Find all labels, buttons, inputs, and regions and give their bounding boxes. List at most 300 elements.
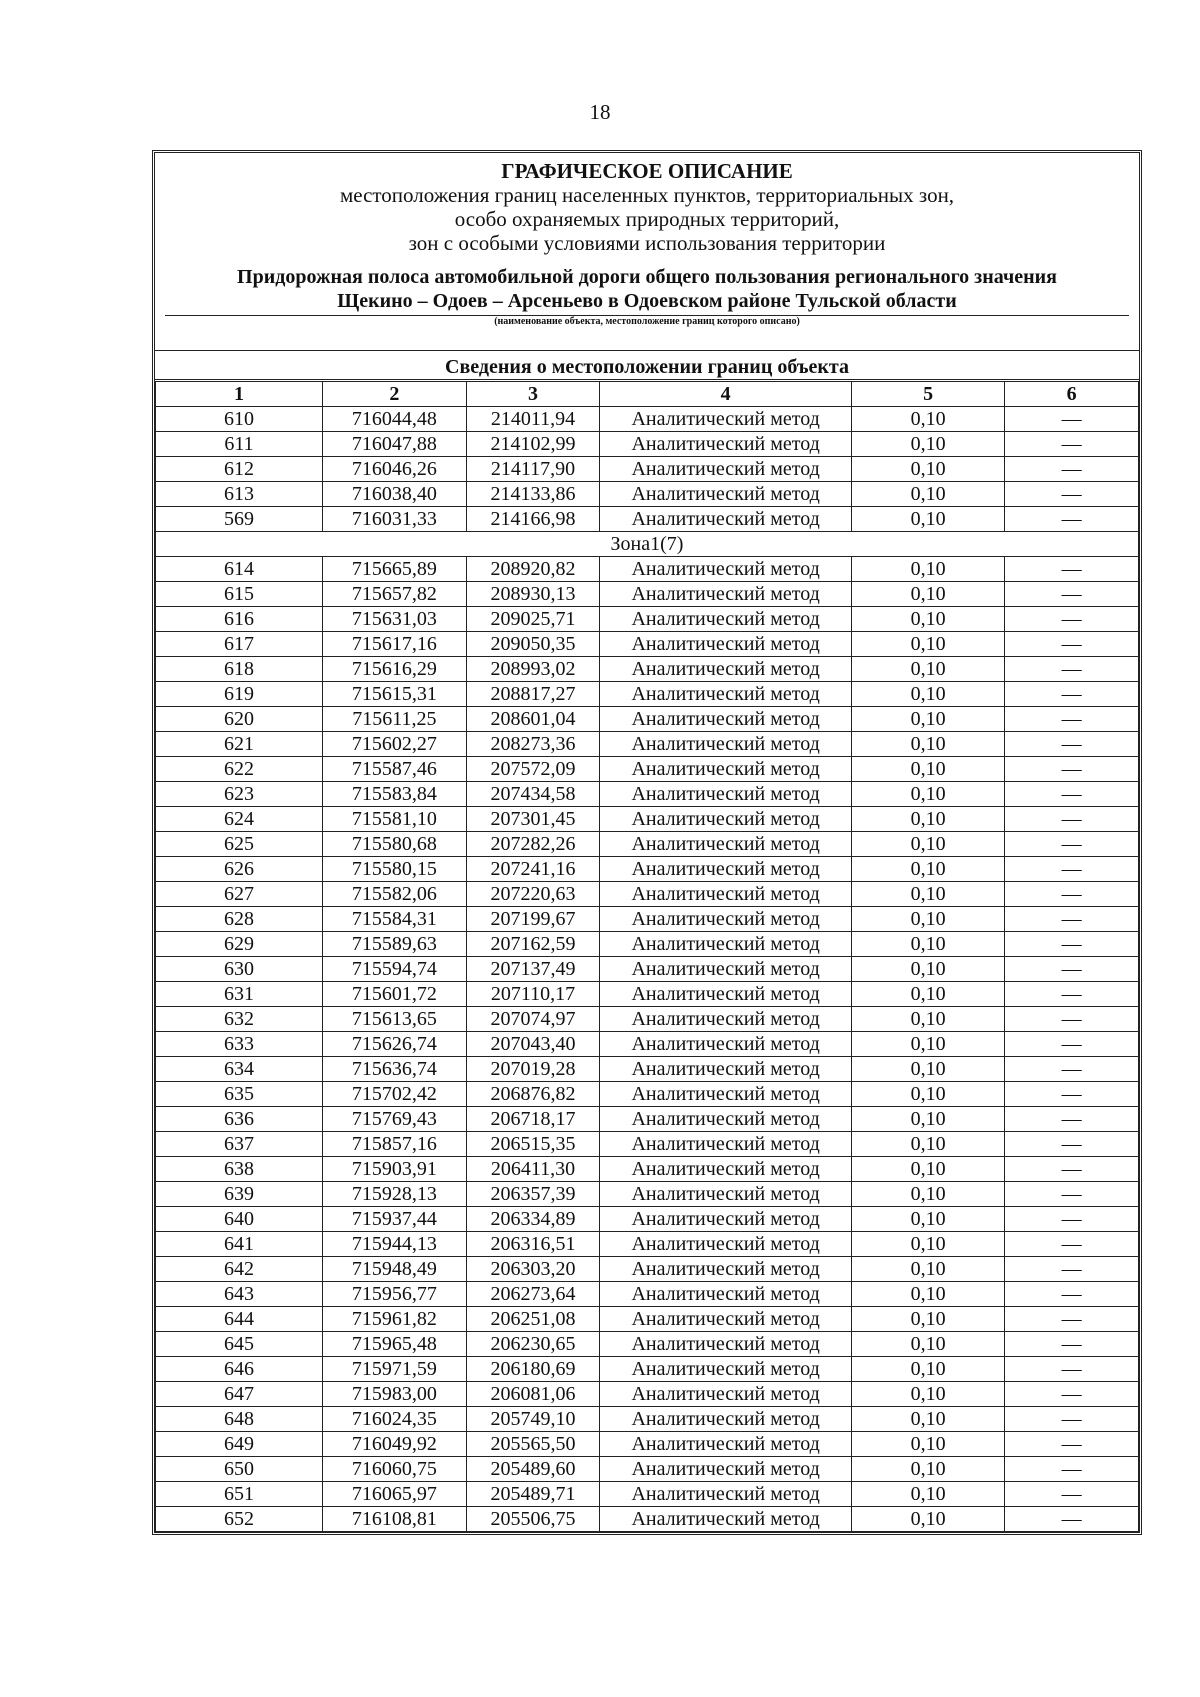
table-cell-col-6: — [1005, 757, 1139, 782]
table-row [156, 1132, 1139, 1157]
table-cell-col-6: — [1005, 1007, 1139, 1032]
table-cell-col-3: 206515,35 [466, 1132, 600, 1157]
table-cell-col-3: 208920,82 [466, 557, 600, 582]
table-cell-col-4: Аналитический метод [600, 707, 852, 732]
table-row [156, 682, 1139, 707]
table-cell-col-4: Аналитический метод [600, 1057, 852, 1082]
table-row [156, 1507, 1139, 1532]
table-cell-col-2: 715636,74 [323, 1057, 467, 1082]
table-cell-col-1: 611 [156, 432, 323, 457]
table-row [156, 982, 1139, 1007]
table-row [156, 832, 1139, 857]
table-cell-col-4: Аналитический метод [600, 1107, 852, 1132]
table-cell-col-2: 715613,65 [323, 1007, 467, 1032]
table-row [156, 1007, 1139, 1032]
table-cell-col-3: 214166,98 [466, 507, 600, 532]
table-cell-col-5: 0,10 [851, 957, 1004, 982]
table-cell-col-2: 715601,72 [323, 982, 467, 1007]
table-cell-col-6: — [1005, 882, 1139, 907]
table-row [156, 607, 1139, 632]
table-row [156, 957, 1139, 982]
table-cell-col-5: 0,10 [851, 707, 1004, 732]
table-row [156, 1207, 1139, 1232]
table-cell-col-5: 0,10 [851, 1082, 1004, 1107]
table-cell-col-6: — [1005, 1157, 1139, 1182]
table-cell-col-1: 569 [156, 507, 323, 532]
table-cell-col-3: 206303,20 [466, 1257, 600, 1282]
table-cell-col-1: 626 [156, 857, 323, 882]
table-cell-col-3: 206718,17 [466, 1107, 600, 1132]
table-row [156, 1032, 1139, 1057]
table-cell-col-4: Аналитический метод [600, 1307, 852, 1332]
table-cell-col-4: Аналитический метод [600, 757, 852, 782]
table-cell-col-5: 0,10 [851, 1332, 1004, 1357]
table-cell-col-3: 206876,82 [466, 1082, 600, 1107]
table-cell-col-4: Аналитический метод [600, 1132, 852, 1157]
table-cell-col-1: 651 [156, 1482, 323, 1507]
table-cell-col-5: 0,10 [851, 1357, 1004, 1382]
table-cell-col-3: 206316,51 [466, 1232, 600, 1257]
table-cell-col-3: 207301,45 [466, 807, 600, 832]
table-cell-col-3: 206334,89 [466, 1207, 600, 1232]
table-cell-col-1: 633 [156, 1032, 323, 1057]
table-cell-col-5: 0,10 [851, 557, 1004, 582]
table-cell-col-4: Аналитический метод [600, 607, 852, 632]
table-cell-col-4: Аналитический метод [600, 557, 852, 582]
table-row [156, 457, 1139, 482]
table-cell-col-6: — [1005, 932, 1139, 957]
table-cell-col-1: 639 [156, 1182, 323, 1207]
table-cell-col-6: — [1005, 982, 1139, 1007]
table-body-zone [156, 557, 1139, 1532]
table-cell-col-4: Аналитический метод [600, 1232, 852, 1257]
table-row [156, 1182, 1139, 1207]
table-cell-col-6: — [1005, 1257, 1139, 1282]
table-cell-col-2: 716047,88 [323, 432, 467, 457]
table-cell-col-2: 716031,33 [323, 507, 467, 532]
table-cell-col-2: 716060,75 [323, 1457, 467, 1482]
subtitle-line-2: особо охраняемых природных территорий, [454, 207, 840, 231]
table-row [156, 1307, 1139, 1332]
table-cell-col-6: — [1005, 657, 1139, 682]
table-cell-col-4: Аналитический метод [600, 682, 852, 707]
table-cell-col-4: Аналитический метод [600, 807, 852, 832]
table-cell-col-3: 214133,86 [466, 482, 600, 507]
table-cell-col-1: 644 [156, 1307, 323, 1332]
table-cell-col-2: 715581,10 [323, 807, 467, 832]
table-row [156, 932, 1139, 957]
table-cell-col-1: 617 [156, 632, 323, 657]
table-cell-col-6: — [1005, 582, 1139, 607]
table-cell-col-3: 207074,97 [466, 1007, 600, 1032]
table-cell-col-1: 634 [156, 1057, 323, 1082]
table-cell-col-5: 0,10 [851, 982, 1004, 1007]
table-cell-col-5: 0,10 [851, 1457, 1004, 1482]
table-body-before-zone [156, 407, 1139, 532]
table-cell-col-5: 0,10 [851, 432, 1004, 457]
table-cell-col-3: 214102,99 [466, 432, 600, 457]
document-header [155, 153, 1139, 328]
zone-row [156, 532, 1139, 557]
table-cell-col-6: — [1005, 707, 1139, 732]
column-header-2: 2 [323, 381, 467, 407]
table-cell-col-4: Аналитический метод [600, 432, 852, 457]
table-row [156, 857, 1139, 882]
table-cell-col-1: 616 [156, 607, 323, 632]
table-cell-col-3: 206251,08 [466, 1307, 600, 1332]
table-cell-col-2: 715594,74 [323, 957, 467, 982]
table-cell-col-3: 206273,64 [466, 1282, 600, 1307]
table-cell-col-6: — [1005, 682, 1139, 707]
table-cell-col-6: — [1005, 482, 1139, 507]
table-cell-col-3: 208273,36 [466, 732, 600, 757]
table-cell-col-1: 652 [156, 1507, 323, 1532]
table-cell-col-2: 715587,46 [323, 757, 467, 782]
table-row [156, 1432, 1139, 1457]
table-cell-col-2: 716044,48 [323, 407, 467, 432]
table-cell-col-6: — [1005, 782, 1139, 807]
table-cell-col-5: 0,10 [851, 1232, 1004, 1257]
table-cell-col-1: 630 [156, 957, 323, 982]
table-cell-col-5: 0,10 [851, 582, 1004, 607]
table-cell-col-6: — [1005, 1507, 1139, 1532]
table-row [156, 1482, 1139, 1507]
table-cell-col-2: 715589,63 [323, 932, 467, 957]
table-row [156, 1107, 1139, 1132]
table-row [156, 907, 1139, 932]
table-cell-col-2: 715615,31 [323, 682, 467, 707]
table-cell-col-3: 208993,02 [466, 657, 600, 682]
table-cell-col-5: 0,10 [851, 782, 1004, 807]
table-cell-col-2: 715665,89 [323, 557, 467, 582]
table-cell-col-3: 207282,26 [466, 832, 600, 857]
table-cell-col-3: 207572,09 [466, 757, 600, 782]
table-row [156, 1332, 1139, 1357]
table-cell-col-3: 214011,94 [466, 407, 600, 432]
table-cell-col-3: 207137,49 [466, 957, 600, 982]
table-cell-col-4: Аналитический метод [600, 1432, 852, 1457]
table-cell-col-6: — [1005, 1182, 1139, 1207]
table-cell-col-1: 620 [156, 707, 323, 732]
table-row [156, 632, 1139, 657]
table-cell-col-5: 0,10 [851, 1157, 1004, 1182]
table-cell-col-4: Аналитический метод [600, 782, 852, 807]
table-cell-col-6: — [1005, 1207, 1139, 1232]
table-cell-col-5: 0,10 [851, 832, 1004, 857]
table-cell-col-6: — [1005, 907, 1139, 932]
table-cell-col-1: 645 [156, 1332, 323, 1357]
table-cell-col-2: 715657,82 [323, 582, 467, 607]
table-cell-col-1: 623 [156, 782, 323, 807]
table-cell-col-4: Аналитический метод [600, 1182, 852, 1207]
table-cell-col-4: Аналитический метод [600, 507, 852, 532]
table-cell-col-5: 0,10 [851, 882, 1004, 907]
table-cell-col-6: — [1005, 1482, 1139, 1507]
table-cell-col-1: 650 [156, 1457, 323, 1482]
table-cell-col-6: — [1005, 1032, 1139, 1057]
table-row [156, 1157, 1139, 1182]
table-cell-col-4: Аналитический метод [600, 457, 852, 482]
table-cell-col-2: 715769,43 [323, 1107, 467, 1132]
table-cell-col-2: 716065,97 [323, 1482, 467, 1507]
table-row [156, 707, 1139, 732]
table-cell-col-5: 0,10 [851, 1482, 1004, 1507]
table-cell-col-4: Аналитический метод [600, 407, 852, 432]
table-cell-col-5: 0,10 [851, 1257, 1004, 1282]
table-cell-col-6: — [1005, 857, 1139, 882]
coordinates-table [155, 379, 1139, 1532]
table-cell-col-4: Аналитический метод [600, 1407, 852, 1432]
table-cell-col-1: 625 [156, 832, 323, 857]
table-cell-col-4: Аналитический метод [600, 857, 852, 882]
table-cell-col-1: 648 [156, 1407, 323, 1432]
table-cell-col-2: 715626,74 [323, 1032, 467, 1057]
table-cell-col-1: 621 [156, 732, 323, 757]
table-cell-col-3: 205749,10 [466, 1407, 600, 1432]
table-cell-col-5: 0,10 [851, 732, 1004, 757]
table-cell-col-1: 612 [156, 457, 323, 482]
table-cell-col-5: 0,10 [851, 1182, 1004, 1207]
document-title: ГРАФИЧЕСКОЕ ОПИСАНИЕ [501, 159, 793, 183]
table-cell-col-4: Аналитический метод [600, 1382, 852, 1407]
table-cell-col-1: 646 [156, 1357, 323, 1382]
table-cell-col-2: 715580,68 [323, 832, 467, 857]
table-cell-col-1: 627 [156, 882, 323, 907]
table-cell-col-1: 635 [156, 1082, 323, 1107]
header-spacer [155, 328, 1139, 351]
zone-label: Зона1(7) [156, 532, 1139, 557]
table-cell-col-6: — [1005, 557, 1139, 582]
table-cell-col-5: 0,10 [851, 1107, 1004, 1132]
table-row [156, 882, 1139, 907]
table-cell-col-2: 715961,82 [323, 1307, 467, 1332]
table-cell-col-5: 0,10 [851, 1407, 1004, 1432]
table-cell-col-2: 715928,13 [323, 1182, 467, 1207]
table-cell-col-5: 0,10 [851, 757, 1004, 782]
table-cell-col-4: Аналитический метод [600, 1282, 852, 1307]
table-cell-col-6: — [1005, 607, 1139, 632]
table-cell-col-3: 206230,65 [466, 1332, 600, 1357]
table-cell-col-4: Аналитический метод [600, 1007, 852, 1032]
table-row [156, 1457, 1139, 1482]
table-cell-col-2: 715937,44 [323, 1207, 467, 1232]
table-cell-col-5: 0,10 [851, 1432, 1004, 1457]
column-header-1: 1 [156, 381, 323, 407]
table-cell-col-4: Аналитический метод [600, 1507, 852, 1532]
table-row [156, 1282, 1139, 1307]
table-cell-col-4: Аналитический метод [600, 1457, 852, 1482]
table-cell-col-2: 715616,29 [323, 657, 467, 682]
table-cell-col-2: 715617,16 [323, 632, 467, 657]
table-cell-col-5: 0,10 [851, 807, 1004, 832]
table-cell-col-3: 206081,06 [466, 1382, 600, 1407]
table-row [156, 807, 1139, 832]
object-name-line-1: Придорожная полоса автомобильной дороги общего пользования регионального значения [237, 266, 1057, 288]
table-cell-col-1: 647 [156, 1382, 323, 1407]
table-cell-col-6: — [1005, 507, 1139, 532]
table-row [156, 757, 1139, 782]
table-cell-col-6: — [1005, 632, 1139, 657]
table-cell-col-1: 628 [156, 907, 323, 932]
table-cell-col-1: 643 [156, 1282, 323, 1307]
table-cell-col-5: 0,10 [851, 1282, 1004, 1307]
table-cell-col-4: Аналитический метод [600, 657, 852, 682]
table-cell-col-4: Аналитический метод [600, 1082, 852, 1107]
table-cell-col-1: 632 [156, 1007, 323, 1032]
table-cell-col-6: — [1005, 1357, 1139, 1382]
table-cell-col-2: 715583,84 [323, 782, 467, 807]
table-cell-col-6: — [1005, 1407, 1139, 1432]
table-cell-col-1: 613 [156, 482, 323, 507]
table-cell-col-3: 214117,90 [466, 457, 600, 482]
table-cell-col-2: 715584,31 [323, 907, 467, 932]
table-cell-col-2: 715948,49 [323, 1257, 467, 1282]
table-cell-col-5: 0,10 [851, 482, 1004, 507]
table-row [156, 1257, 1139, 1282]
table-cell-col-6: — [1005, 1057, 1139, 1082]
table-row [156, 1082, 1139, 1107]
table-cell-col-2: 716049,92 [323, 1432, 467, 1457]
table-cell-col-1: 638 [156, 1157, 323, 1182]
column-header-5: 5 [851, 381, 1004, 407]
table-cell-col-2: 715956,77 [323, 1282, 467, 1307]
table-cell-col-6: — [1005, 807, 1139, 832]
table-cell-col-6: — [1005, 1307, 1139, 1332]
table-cell-col-4: Аналитический метод [600, 832, 852, 857]
table-cell-col-2: 715944,13 [323, 1232, 467, 1257]
table-cell-col-5: 0,10 [851, 1032, 1004, 1057]
table-cell-col-6: — [1005, 432, 1139, 457]
column-header-3: 3 [466, 381, 600, 407]
table-cell-col-6: — [1005, 1282, 1139, 1307]
table-cell-col-6: — [1005, 957, 1139, 982]
table-cell-col-2: 715971,59 [323, 1357, 467, 1382]
table-cell-col-4: Аналитический метод [600, 582, 852, 607]
column-header-4: 4 [600, 381, 852, 407]
table-cell-col-4: Аналитический метод [600, 982, 852, 1007]
table-cell-col-1: 642 [156, 1257, 323, 1282]
table-cell-col-5: 0,10 [851, 632, 1004, 657]
table-cell-col-1: 649 [156, 1432, 323, 1457]
table-cell-col-1: 637 [156, 1132, 323, 1157]
table-cell-col-3: 209025,71 [466, 607, 600, 632]
table-cell-col-2: 715983,00 [323, 1382, 467, 1407]
table-cell-col-5: 0,10 [851, 657, 1004, 682]
table-cell-col-4: Аналитический метод [600, 1482, 852, 1507]
table-cell-col-1: 641 [156, 1232, 323, 1257]
table-cell-col-5: 0,10 [851, 1057, 1004, 1082]
table-cell-col-3: 207199,67 [466, 907, 600, 932]
table-cell-col-2: 715857,16 [323, 1132, 467, 1157]
table-cell-col-2: 716038,40 [323, 482, 467, 507]
table-cell-col-5: 0,10 [851, 682, 1004, 707]
table-cell-col-5: 0,10 [851, 1132, 1004, 1157]
table-cell-col-4: Аналитический метод [600, 907, 852, 932]
table-cell-col-1: 631 [156, 982, 323, 1007]
table-cell-col-5: 0,10 [851, 1007, 1004, 1032]
table-row [156, 482, 1139, 507]
table-cell-col-6: — [1005, 1232, 1139, 1257]
table-cell-col-1: 624 [156, 807, 323, 832]
table-cell-col-2: 715965,48 [323, 1332, 467, 1357]
table-cell-col-4: Аналитический метод [600, 882, 852, 907]
table-cell-col-6: — [1005, 1382, 1139, 1407]
table-cell-col-1: 629 [156, 932, 323, 957]
table-cell-col-6: — [1005, 457, 1139, 482]
table-row [156, 1232, 1139, 1257]
table-cell-col-3: 205565,50 [466, 1432, 600, 1457]
table-cell-col-3: 206411,30 [466, 1157, 600, 1182]
table-cell-col-4: Аналитический метод [600, 1157, 852, 1182]
table-cell-col-4: Аналитический метод [600, 932, 852, 957]
table-cell-col-2: 715582,06 [323, 882, 467, 907]
table-header-row [156, 381, 1139, 407]
table-row [156, 1407, 1139, 1432]
subtitle-line-1: местоположения границ населенных пунктов, территориальных зон, [339, 183, 955, 207]
table-cell-col-5: 0,10 [851, 932, 1004, 957]
table-cell-col-3: 208817,27 [466, 682, 600, 707]
table-cell-col-3: 207110,17 [466, 982, 600, 1007]
table-cell-col-2: 716108,81 [323, 1507, 467, 1532]
table-row [156, 557, 1139, 582]
table-cell-col-4: Аналитический метод [600, 957, 852, 982]
table-cell-col-4: Аналитический метод [600, 1357, 852, 1382]
document-frame [152, 150, 1142, 1535]
table-cell-col-3: 208930,13 [466, 582, 600, 607]
table-cell-col-1: 622 [156, 757, 323, 782]
table-cell-col-3: 209050,35 [466, 632, 600, 657]
table-cell-col-6: — [1005, 407, 1139, 432]
table-cell-col-2: 715602,27 [323, 732, 467, 757]
table-cell-col-4: Аналитический метод [600, 632, 852, 657]
table-row [156, 1357, 1139, 1382]
table-row [156, 432, 1139, 457]
table-row [156, 657, 1139, 682]
section-title: Сведения о местоположении границ объекта [445, 356, 849, 378]
table-cell-col-1: 640 [156, 1207, 323, 1232]
object-name-caption: (наименование объекта, местоположение границ которого описано) [494, 316, 800, 327]
table-cell-col-3: 206180,69 [466, 1357, 600, 1382]
table-cell-col-2: 715702,42 [323, 1082, 467, 1107]
table-cell-col-1: 636 [156, 1107, 323, 1132]
table-row [156, 1382, 1139, 1407]
table-cell-col-5: 0,10 [851, 507, 1004, 532]
table-cell-col-6: — [1005, 832, 1139, 857]
table-cell-col-2: 716024,35 [323, 1407, 467, 1432]
object-name-line-2: Щекино – Одоев – Арсеньево в Одоевском районе Тульской области [337, 290, 957, 312]
table-cell-col-4: Аналитический метод [600, 1032, 852, 1057]
table-cell-col-2: 716046,26 [323, 457, 467, 482]
zone-section [156, 532, 1139, 557]
table-cell-col-2: 715611,25 [323, 707, 467, 732]
table-cell-col-3: 205489,71 [466, 1482, 600, 1507]
table-cell-col-6: — [1005, 732, 1139, 757]
table-row [156, 782, 1139, 807]
table-cell-col-5: 0,10 [851, 1307, 1004, 1332]
table-row [156, 407, 1139, 432]
table-cell-col-2: 715631,03 [323, 607, 467, 632]
table-cell-col-5: 0,10 [851, 457, 1004, 482]
table-cell-col-1: 615 [156, 582, 323, 607]
table-cell-col-3: 207019,28 [466, 1057, 600, 1082]
table-row [156, 732, 1139, 757]
table-cell-col-3: 207241,16 [466, 857, 600, 882]
table-cell-col-4: Аналитический метод [600, 732, 852, 757]
table-cell-col-5: 0,10 [851, 1207, 1004, 1232]
table-cell-col-4: Аналитический метод [600, 1207, 852, 1232]
table-cell-col-1: 610 [156, 407, 323, 432]
table-cell-col-1: 619 [156, 682, 323, 707]
